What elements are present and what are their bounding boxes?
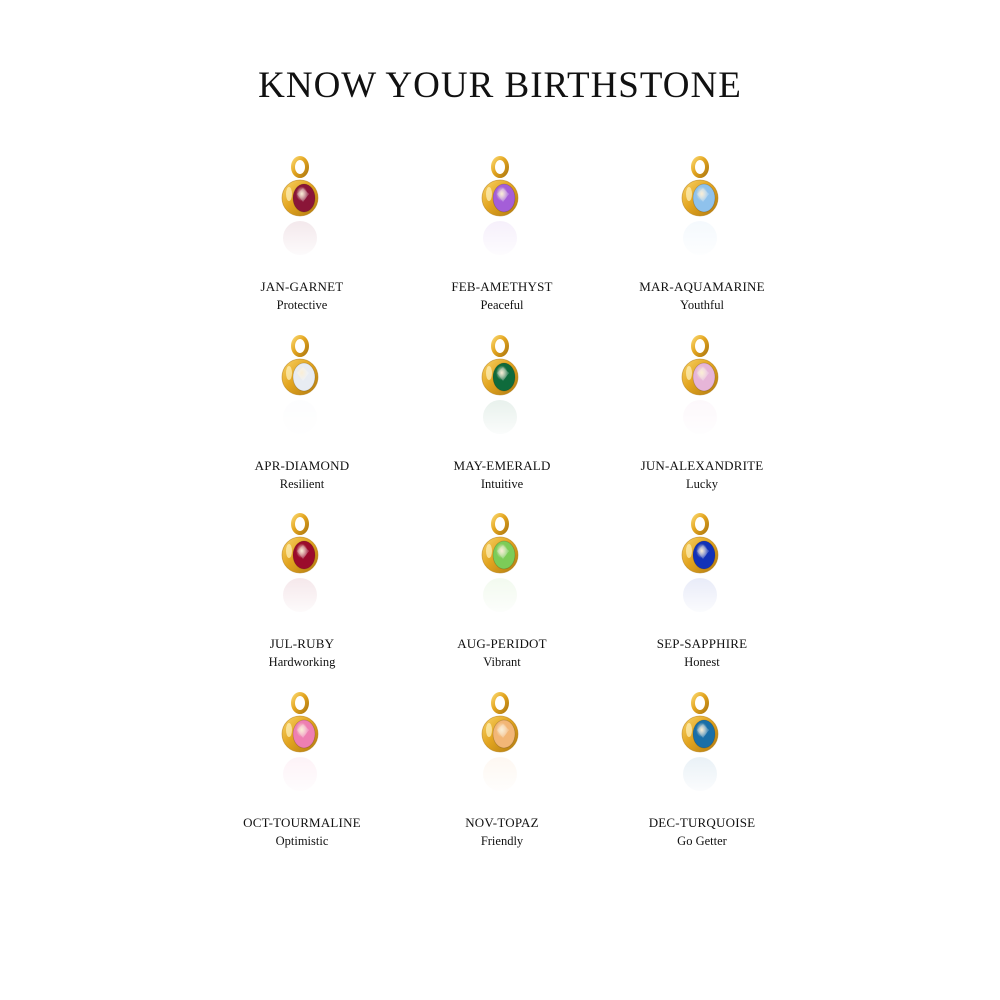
turquoise-charm-icon [678, 686, 728, 806]
amethyst-charm-icon [478, 150, 528, 270]
stone-trait: Hardworking [268, 655, 336, 669]
stone-name: JUN-ALEXANDRITE [640, 458, 764, 473]
peridot-charm-icon [478, 507, 528, 627]
topaz-charm-icon [478, 686, 528, 806]
stone-card [602, 329, 802, 507]
tourmaline-charm-icon [278, 686, 328, 806]
stone-name: OCT-TOURMALINE [243, 815, 361, 830]
stone-card [602, 686, 802, 864]
stone-trait: Lucky [686, 477, 718, 491]
stone-card [602, 150, 802, 328]
stone-name: SEP-SAPPHIRE [656, 636, 748, 651]
stone-card [202, 507, 402, 685]
stone-trait: Go Getter [677, 834, 727, 848]
stone-card [402, 686, 602, 864]
garnet-charm-icon [278, 150, 328, 270]
ruby-charm-icon [278, 507, 328, 627]
stone-trait: Optimistic [275, 834, 329, 848]
stone-trait: Friendly [480, 834, 524, 848]
stone-trait: Protective [276, 298, 328, 312]
stone-name: MAR-AQUAMARINE [639, 279, 765, 294]
stone-trait: Honest [684, 655, 720, 669]
alexandrite-charm-icon [678, 329, 728, 449]
stone-card [602, 507, 802, 685]
stone-name: JUL-RUBY [269, 636, 335, 651]
stone-card [202, 150, 402, 328]
emerald-charm-icon [478, 329, 528, 449]
stone-trait: Resilient [279, 477, 325, 491]
stone-name: DEC-TURQUOISE [648, 815, 756, 830]
stone-trait: Peaceful [480, 298, 524, 312]
aquamarine-charm-icon [678, 150, 728, 270]
page-title: KNOW YOUR BIRTHSTONE [258, 65, 742, 106]
stone-name: FEB-AMETHYST [451, 279, 553, 294]
stone-trait: Intuitive [480, 477, 524, 491]
stone-name: MAY-EMERALD [453, 458, 551, 473]
stone-name: AUG-PERIDOT [457, 636, 547, 651]
birthstone-grid [202, 150, 802, 870]
stone-card [402, 150, 602, 328]
stone-name: NOV-TOPAZ [465, 815, 539, 830]
stone-trait: Youthful [680, 298, 724, 312]
stone-trait: Vibrant [483, 655, 521, 669]
stone-card [202, 686, 402, 864]
diamond-charm-icon [278, 329, 328, 449]
stone-name: APR-DIAMOND [254, 458, 350, 473]
stone-card [402, 329, 602, 507]
stone-card [402, 507, 602, 685]
stone-name: JAN-GARNET [260, 279, 344, 294]
stone-card [202, 329, 402, 507]
sapphire-charm-icon [678, 507, 728, 627]
